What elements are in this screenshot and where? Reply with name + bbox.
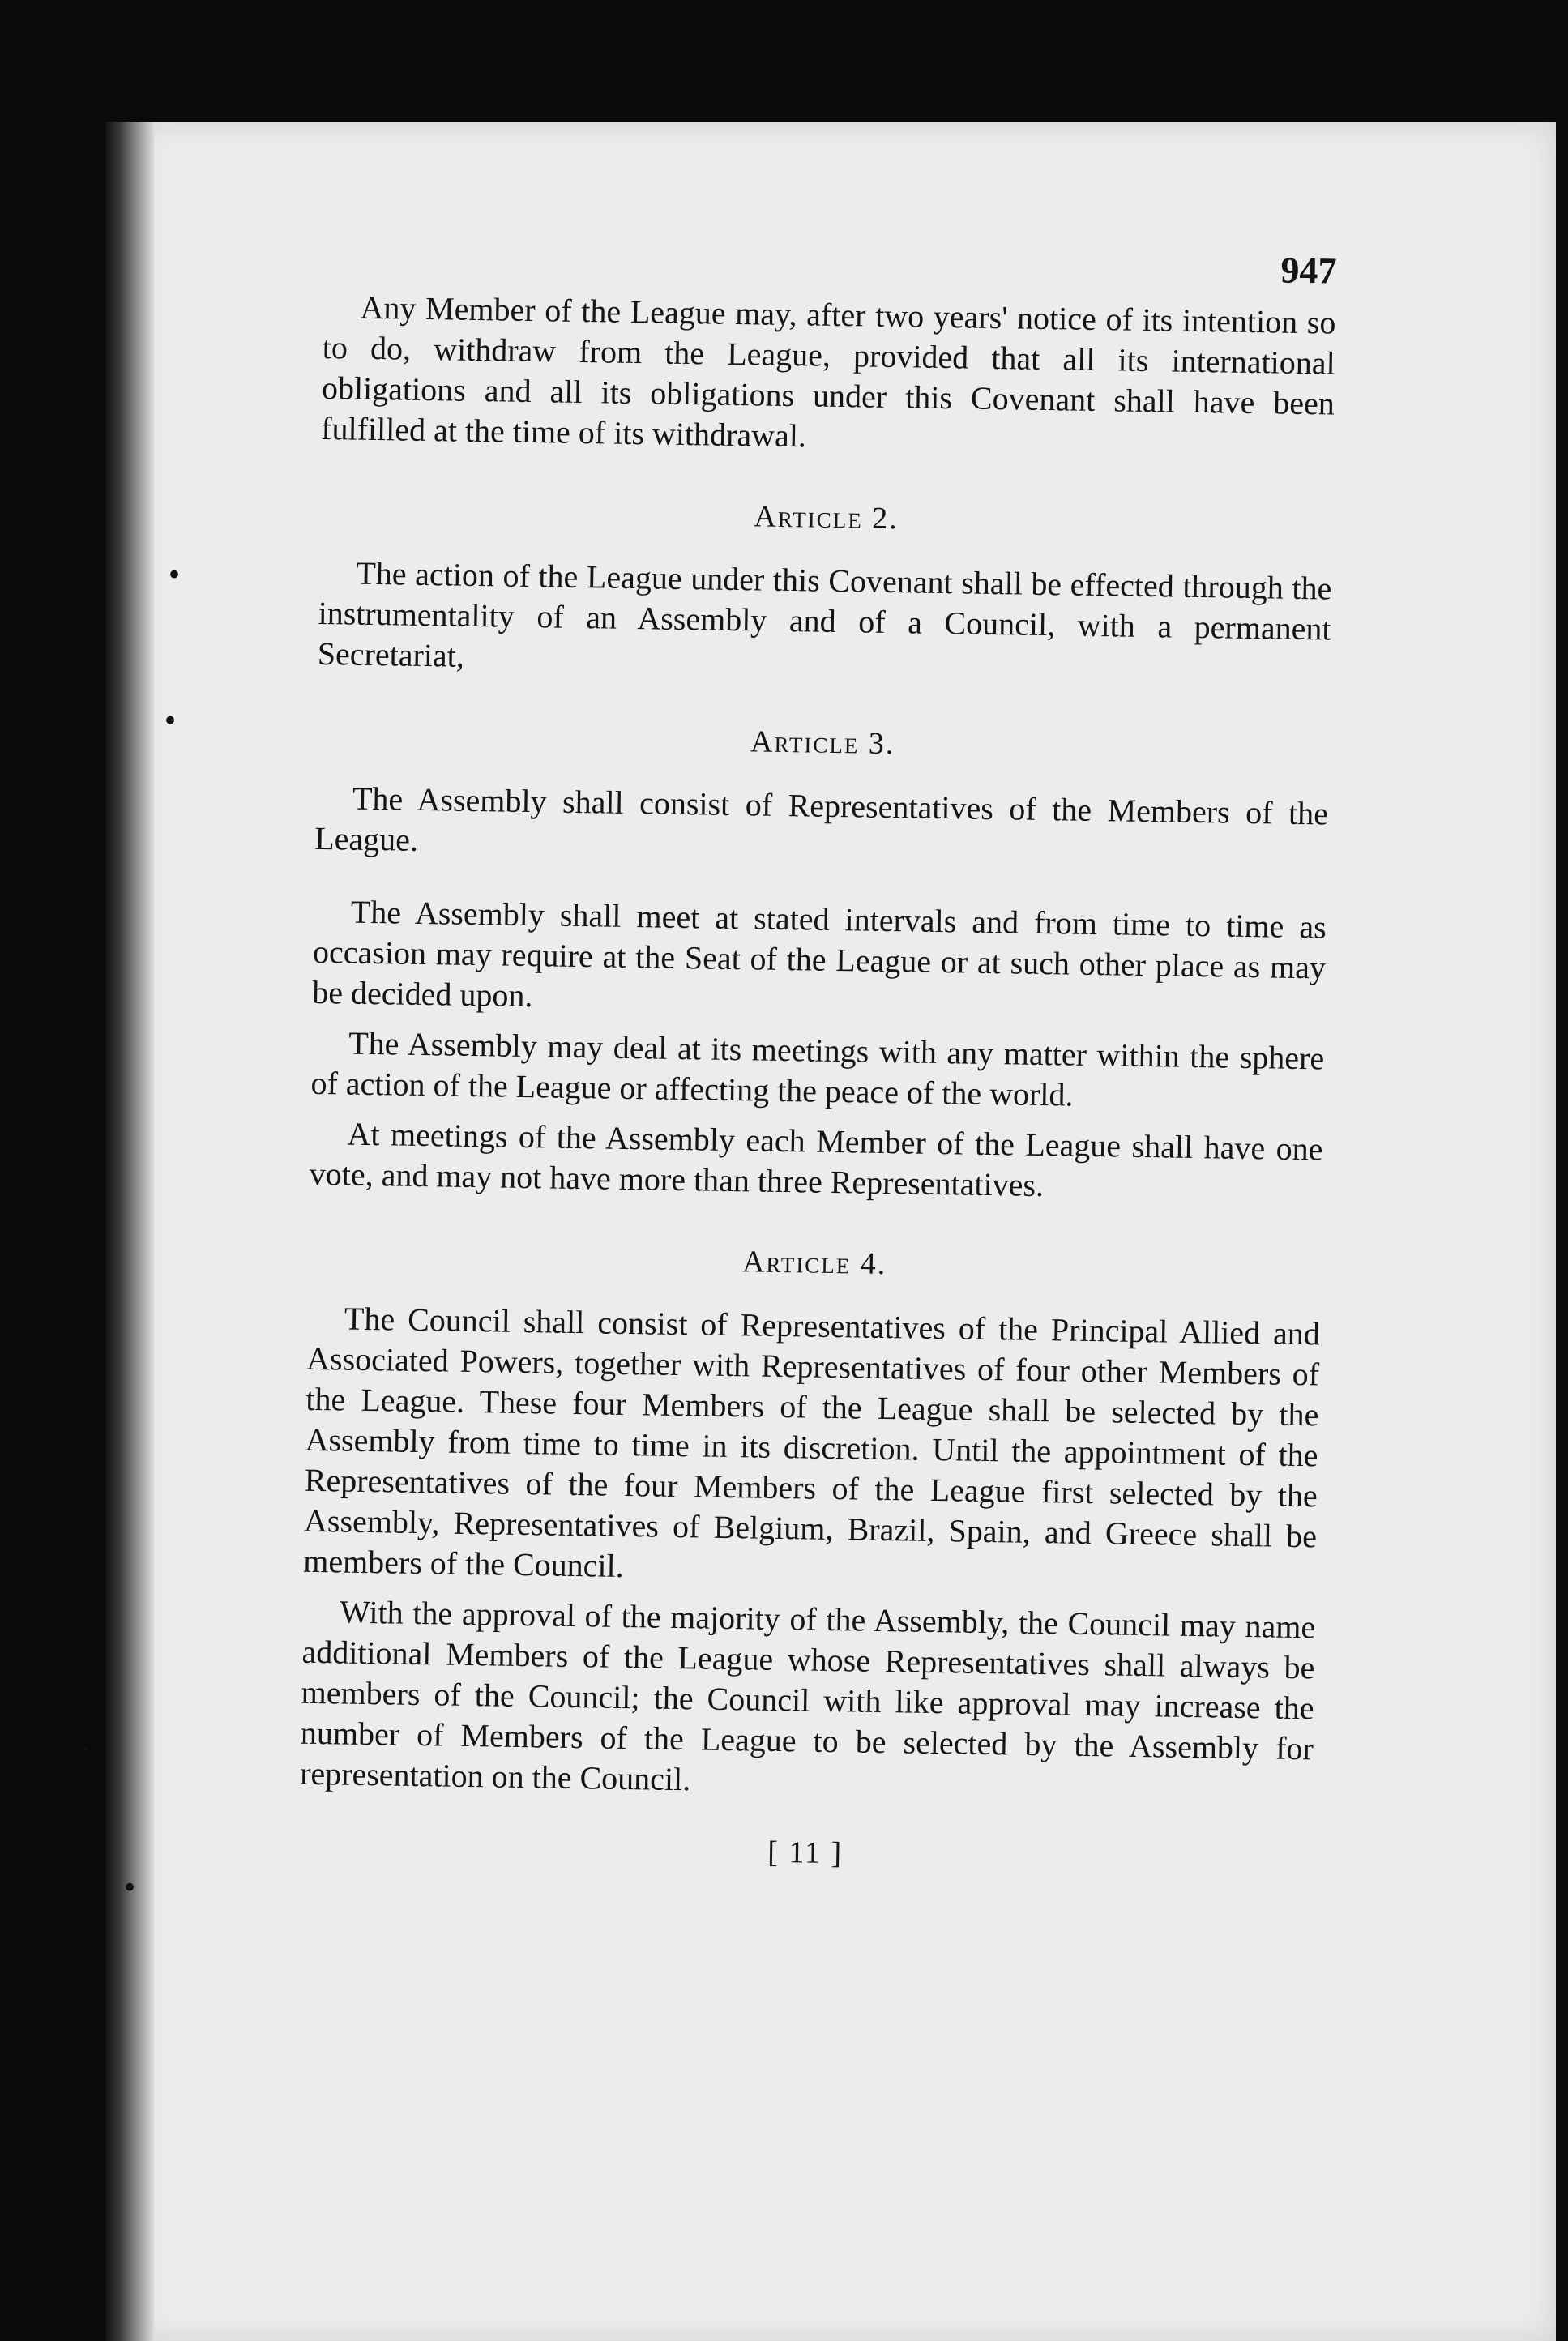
paragraph-assembly-composition: The Assembly shall consist of Representatives of the Members of the League. bbox=[314, 780, 1329, 858]
paragraph-article-2: The action of the League under this Covenant shall be effected through the instrumentality of an Assembly and of a Council, with a permanent Secretariat, bbox=[317, 554, 1332, 674]
spine-speck-mark: · bbox=[81, 1734, 90, 1766]
document-text-block bbox=[298, 235, 1336, 1881]
paragraph-assembly-matters: The Assembly may deal at its meetings with any matter within the sphere of action of the League or affecting the peace of the world. bbox=[310, 1024, 1325, 1113]
book-spine-shadow bbox=[105, 122, 154, 2341]
paragraph-assembly-meetings: The Assembly shall meet at stated intervals and from time to time as occasion may require at the Seat of the League or at such other place as may be decided upon. bbox=[311, 893, 1327, 1015]
article-3-heading: Article 3. bbox=[750, 724, 895, 762]
spine-speck-mark: • bbox=[162, 705, 179, 737]
spine-speck-mark: • bbox=[166, 559, 183, 592]
paragraph-council-composition: The Council shall consist of Representatives of the Principal Allied and Associated Powers, together with Representatives of four other Members of the League. These four Members of the League shall be selected by the Assembly from time to time in its discretion. Until the appointment of the Representatives of the four Members of the League first selected by the Assembly, Representatives of Belgium, Brazil, Spain, and Greece shall be members of the Council. bbox=[302, 1300, 1321, 1585]
paragraph-assembly-votes: At meetings of the Assembly each Member of the League shall have one vote, and may not have more than three Representatives. bbox=[309, 1115, 1323, 1204]
article-4-heading: Article 4. bbox=[741, 1245, 887, 1282]
paragraph-council-additional-members: With the approval of the majority of the Assembly, the Council may name additional Members of the League whose Representatives shall always be members of the Council; the Council with like approval may increase the number of Members of the League to be selected by the Assembly for representation on the Council. bbox=[299, 1593, 1316, 1798]
article-2-heading: Article 2. bbox=[754, 499, 899, 536]
spine-speck-mark: • bbox=[122, 1872, 139, 1904]
paragraph-withdrawal: Any Member of the League may, after two years' notice of its intention so to do, withdraw from the League, provided that all its international obligations and all its obligations under this Covenant shall have been fulfilled at the time of its withdrawal. bbox=[320, 288, 1336, 455]
page-footer-number: [ 11 ] bbox=[767, 1835, 844, 1871]
page-number: 947 bbox=[1280, 249, 1337, 292]
